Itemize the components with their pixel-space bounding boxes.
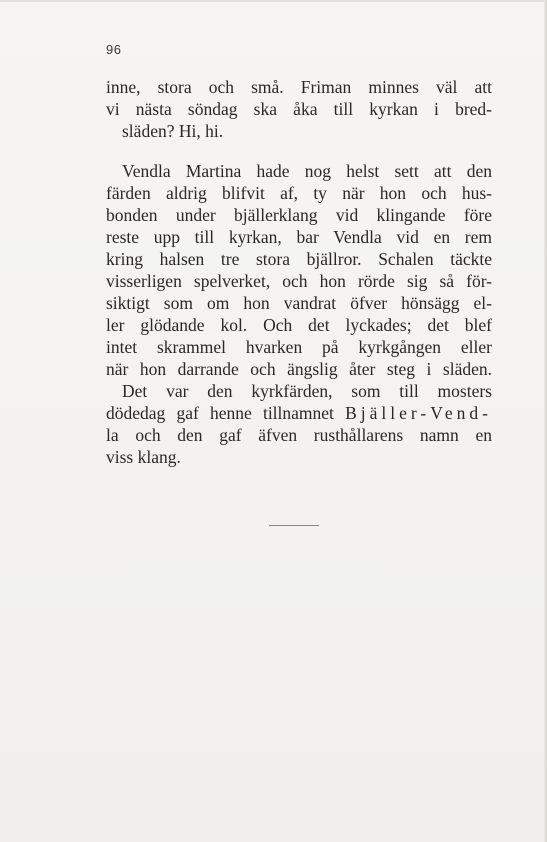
text-line: när hon darrande och ängslig åter steg i släden. (106, 359, 492, 379)
spaced-name: Bjäller-Vend- (345, 403, 492, 423)
text-line: vi nästa söndag ska åka till kyrkan i bred- (106, 99, 492, 119)
text-line: la och den gaf äfven rusthållarens namn en (106, 425, 492, 445)
section-divider (269, 525, 319, 526)
page-top-edge (0, 0, 547, 2)
text-fragment: dödedag gaf henne tillnamnet (106, 403, 334, 423)
body-text (106, 76, 492, 468)
text-line: siktigt som om hon vandrat öfver hönsägg el- (106, 293, 492, 313)
text-line: inne, stora och små. Friman minnes väl att (106, 77, 492, 97)
text-line: kring halsen tre stora bjällror. Schalen täckte (106, 249, 492, 269)
text-line: intet skrammel hvarken på kyrkgången eller (106, 337, 492, 357)
text-line: Vendla Martina hade nog helst sett att den (122, 161, 492, 181)
text-line: visserligen spelverket, och hon rörde sig så för- (106, 271, 492, 291)
text-line: färden aldrig blifvit af, ty när hon och hus- (106, 183, 492, 203)
paragraph-gap (106, 142, 492, 160)
text-line: viss klang. (106, 447, 181, 467)
text-line: ler glödande kol. Och det lyckades; det blef (106, 315, 492, 335)
text-line: släden? Hi, hi. (122, 121, 224, 141)
text-line: bonden under bjällerklang vid klingande före (106, 205, 492, 225)
text-line (106, 402, 492, 424)
text-line: reste upp till kyrkan, bar Vendla vid en rem (106, 227, 492, 247)
page-number: 96 (106, 42, 122, 57)
text-line: Det var den kyrkfärden, som till mosters (122, 381, 492, 401)
